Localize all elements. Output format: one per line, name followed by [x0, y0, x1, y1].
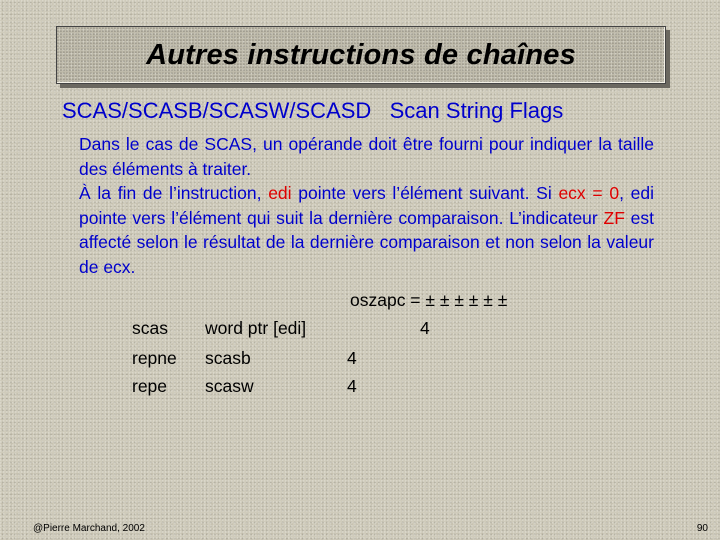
ecx-highlight: ecx = — [558, 183, 603, 203]
code-mnemonic-1: scas — [132, 318, 168, 338]
code-operand-3: scasw — [205, 376, 254, 396]
paragraph-2 — [79, 181, 654, 279]
slide-title: Autres instructions de chaînes — [146, 38, 576, 71]
flags-header: oszapc = ± ± ± ± ± ± — [350, 290, 508, 310]
zero-highlight: 0 — [609, 183, 620, 203]
code-mnemonic-3: repe — [132, 376, 168, 396]
p2-part2: pointe vers l’élément suivant. Si — [291, 183, 559, 203]
p2-part3: , edi pointe vers l’élément qui suit la dernière comparaison. L’indicateur — [79, 183, 655, 228]
footer-copyright: @Pierre Marchand, 2002 — [33, 523, 145, 534]
p2-part4: est affecté selon le résultat de la dernière comparaison et non selon la valeur de ecx. — [79, 207, 654, 277]
footer-page-number: 90 — [696, 523, 708, 534]
subtitle: SCAS/SCASB/SCASW/SCASD Scan String Flags — [62, 98, 564, 123]
code-cycles-1: 4 — [420, 318, 430, 338]
paragraph-1: Dans le cas de SCAS, un opérande doit être fourni pour indiquer la taille des éléments à traiter. — [79, 134, 654, 179]
title-box — [56, 26, 666, 84]
p2-part1: À la fin de l’instruction, — [79, 183, 269, 203]
edi-highlight: edi — [268, 183, 292, 203]
body-text — [79, 132, 654, 279]
code-cycles-3: 4 — [347, 376, 357, 396]
zf-highlight: ZF — [603, 207, 625, 228]
code-mnemonic-2: repne — [132, 348, 177, 368]
code-cycles-2: 4 — [347, 348, 357, 368]
code-operand-2: scasb — [205, 348, 251, 368]
code-operand-1: word ptr [edi] — [205, 318, 307, 338]
